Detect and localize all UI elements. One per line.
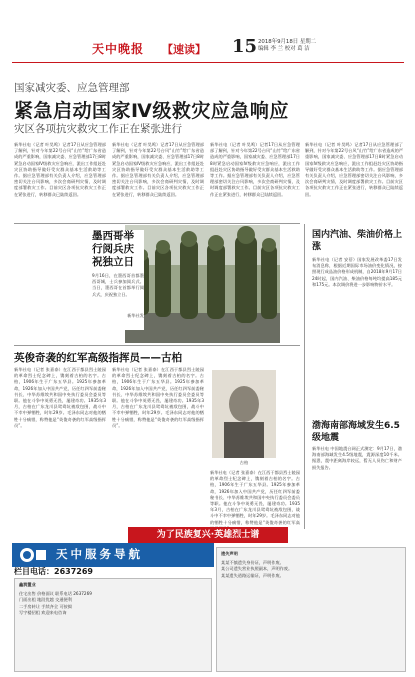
notice-line: 某某不慎遗失身份证，声明作废。 xyxy=(221,560,284,566)
right-column-rule xyxy=(304,224,305,529)
fuel-title: 国内汽油、柴油价格上涨 xyxy=(312,230,403,252)
fuel-body: 新华社电（记者 安蓓）国家发展改革委17日发布消息称，根据近期国际市场油价变化情况，按照现行成品油价格形成机制，自2018年9月17日24时起，国内汽油、柴油价格每吨均提高185元和175元。本次调价将进一步影响物价水平。 xyxy=(312,257,402,287)
martyr-banner: 为了民族复兴·英雄烈士谱 xyxy=(128,527,288,543)
photo-feature-caption: 9月16日，在墨西哥首都墨西哥城，士兵参加阅兵式。当日，墨西哥在首都举行阅兵式，庆祝独立日。 xyxy=(92,273,144,297)
lead-body-col3: 新华社电（记者 叶昊鸣）记者17日从应急管理部了解到，针对今年第22号台风“山竹”给广东省造成的严重影响，国家减灾委、应急管理部17日8时紧急启动国家Ⅳ级救灾应急响应，派出工作组赶赴灾区协助指导做好受灾群众基本生活救助等工作。据应急管理部有关负责人介绍，应急管理部密切关注台风影响，多次会商研判灾情，及时调度部署救灾工作。目前灾区各项抗灾救灾工作正在紧张进行，转移群众已陆续返回。 xyxy=(210,142,300,197)
lead-headline: 紧急启动国家Ⅳ级救灾应急响应 xyxy=(14,100,289,122)
header-rule xyxy=(12,62,404,63)
page-number: 15 xyxy=(232,36,258,57)
photo-caption-box xyxy=(92,230,144,330)
listing-line: 住宅出售 价格面议 联系电话 2637269 xyxy=(19,591,92,597)
listing-line: 写字楼招租 欢迎来电咨询 xyxy=(19,609,67,615)
service-phone: 栏目电话：2637269 xyxy=(14,567,93,576)
portrait-graphic xyxy=(212,370,276,458)
portrait-photo xyxy=(212,370,276,458)
lead-body-col1: 新华社电（记者 叶昊鸣）记者17日从应急管理部了解到，针对今年第22号台风“山竹”给广东省造成的严重影响，国家减灾委、应急管理部17日8时紧急启动国家Ⅳ级救灾应急响应，派出工作组赶赴灾区协助指导做好受灾群众基本生活救助等工作。据应急管理部有关负责人介绍，应急管理部密切关注台风影响，多次会商研判灾情，及时调度部署救灾工作。目前灾区各项抗灾救灾工作正在紧张进行，转移群众已陆续返回。 xyxy=(14,142,106,197)
photo-credit: 新华社发 xyxy=(127,313,144,318)
parade-photo-graphic xyxy=(125,225,280,343)
service-logo-graphic xyxy=(18,546,48,564)
editor-line: 编辑 李 兰 校对 葛 洁 xyxy=(258,46,310,52)
listing-heading: 鑫润置业 xyxy=(19,582,36,587)
photo-feature-title: 墨西哥举行阅兵庆祝独立日 xyxy=(92,230,134,268)
newspaper-logo: 天中晚报 xyxy=(92,42,145,56)
notice-heading: 遗失声明 xyxy=(221,551,238,556)
listing-line: 门面出租 地段优越 交通便利 xyxy=(19,597,72,603)
service-listing-box xyxy=(14,578,212,672)
notice-box xyxy=(216,547,406,672)
listing-line: 二手房转让 手续齐全 可按揭 xyxy=(19,603,72,609)
martyr-body-col3: 新华社电（记者 张嘉泰）在江西于都县烈士陵园的革命烈士纪念碑上，镌刻着古柏的名字。古柏，1906年生于广东五华县。1925年参加革命，1926年加入中国共产党，历任红四军前委秘书长、中华苏维埃共和国中央执行委员会委员等职。他在斗争中英勇无畏，屡建奇功。1935年3月，古柏在广东龙川县鸳鸯坑被敌包围，战斗中不幸中弹牺牲，时年29岁。毛泽东同志对他的牺牲十分痛惜，称赞他是“英俊奇袭的红军高 xyxy=(210,470,300,525)
lead-subhead: 灾区各项抗灾救灾工作正在紧张进行 xyxy=(14,123,182,135)
service-title: 天中服务导航 xyxy=(56,547,143,561)
issue-date-text: 2018年9月18日 星期二 xyxy=(258,39,317,45)
quake-title: 渤海南部海域发生6.5级地震 xyxy=(312,421,400,443)
martyr-body-col1: 新华社电（记者 张嘉泰）在江西于都县烈士陵园的革命烈士纪念碑上，镌刻着古柏的名字。古柏，1906年生于广东五华县。1925年参加革命，1926年加入中国共产党，历任红四军前委秘书长、中华苏维埃共和国中央执行委员会委员等职。他在斗争中英勇无畏，屡建奇功。1935年3月，古柏在广东龙川县鸳鸯坑被敌包围，战斗中不幸中弹牺牲，时年29岁。毛泽东同志对他的牺牲十分痛惜，称赞他是“英俊奇袭的红军高级指挥员”。 xyxy=(14,367,106,428)
notice-line: 某某遗失道路运输证，声明作废。 xyxy=(221,572,284,578)
photo-top-rule xyxy=(14,223,300,224)
issue-date xyxy=(258,39,316,53)
lead-body-col4: 新华社电（记者 叶昊鸣）记者17日从应急管理部了解到，针对今年第22号台风“山竹”给广东省造成的严重影响，国家减灾委、应急管理部17日8时紧急启动国家Ⅳ级救灾应急响应，派出工作组赶赴灾区协助指导做好受灾群众基本生活救助等工作。据应急管理部有关负责人介绍，应急管理部密切关注台风影响，多次会商研判灾情，及时调度部署救灾工作。目前灾区各项抗灾救灾工作正在紧张进行，转移群众已陆续返回。 xyxy=(305,142,403,197)
martyr-body-col2: 新华社电（记者 张嘉泰）在江西于都县烈士陵园的革命烈士纪念碑上，镌刻着古柏的名字。古柏，1906年生于广东五华县。1925年参加革命，1926年加入中国共产党，历任红四军前委秘书长、中华苏维埃共和国中央执行委员会委员等职。他在斗争中英勇无畏，屡建奇功。1935年3月，古柏在广东龙川县鸳鸯坑被敌包围，战斗中不幸中弹牺牲，时年29岁。毛泽东同志对他的牺牲十分痛惜，称赞他是“英俊奇袭的红军高级指挥员”。 xyxy=(112,367,204,428)
quake-body: 新华社电 中国地震台网正式测定：9月17日，渤海南部海域发生4.5级地震，震源深度10千米。据悉，震中距离海岸较远，暂无人员伤亡和财产损失报告。 xyxy=(312,446,402,470)
martyr-top-rule xyxy=(14,345,300,346)
section-label: 【速读】 xyxy=(162,43,206,56)
martyr-title: 英俊奇袭的红军高级指挥员——古柏 xyxy=(14,352,182,364)
notice-line: 某公司遗失营业执照副本，声明作废。 xyxy=(221,566,293,572)
parade-photo xyxy=(125,225,280,343)
portrait-caption: 古柏 xyxy=(239,460,249,465)
lead-kicker: 国家减灾委、应急管理部 xyxy=(14,82,130,94)
lead-body-col2: 新华社电（记者 叶昊鸣）记者17日从应急管理部了解到，针对今年第22号台风“山竹”给广东省造成的严重影响，国家减灾委、应急管理部17日8时紧急启动国家Ⅳ级救灾应急响应，派出工作组赶赴灾区协助指导做好受灾群众基本生活救助等工作。据应急管理部有关负责人介绍，应急管理部密切关注台风影响，多次会商研判灾情，及时调度部署救灾工作。目前灾区各项抗灾救灾工作正在紧张进行，转移群众已陆续返回。 xyxy=(112,142,204,197)
service-logo-icon xyxy=(18,546,48,564)
